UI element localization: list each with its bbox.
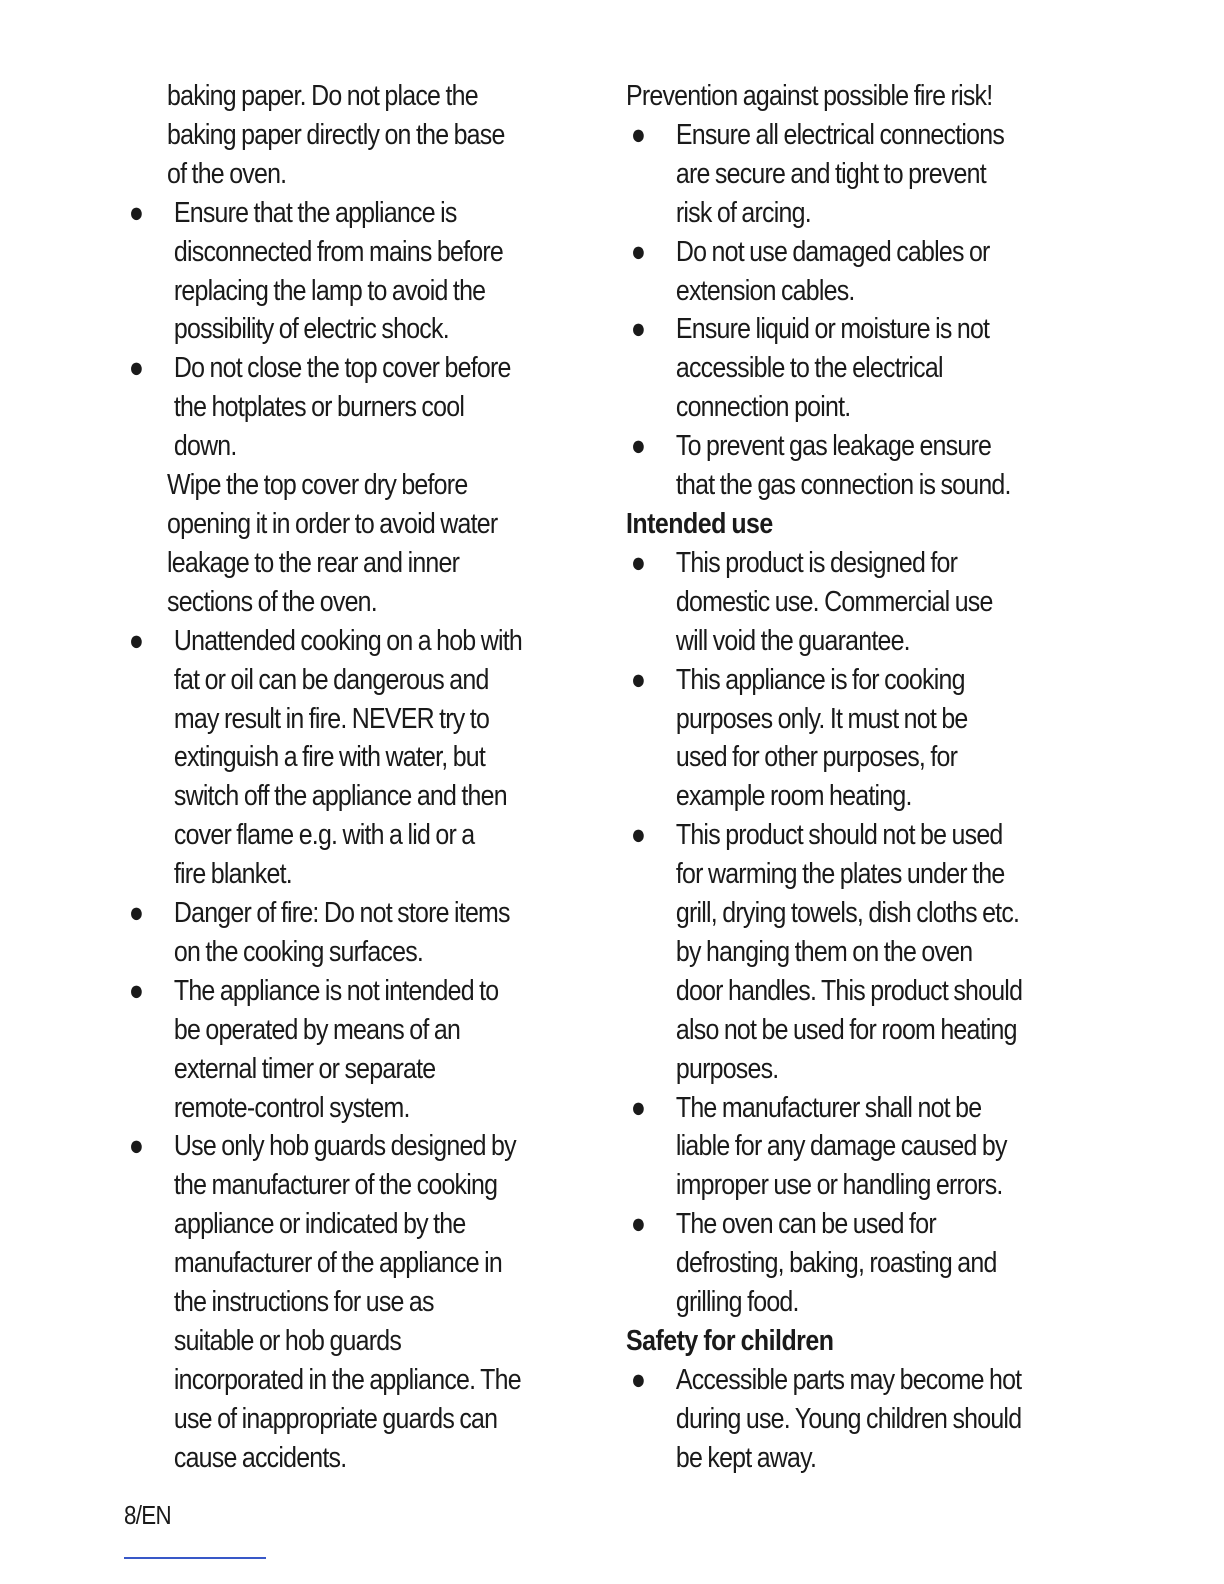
bullet-icon: ● xyxy=(128,624,144,657)
heading-safety-for-children: Safety for children xyxy=(626,1325,834,1357)
bullet-item-hob-guards xyxy=(124,1127,528,1477)
bullet-icon: ● xyxy=(630,546,646,579)
bullet-text: Do not use damaged cables or extension cables. xyxy=(675,235,990,307)
right-column xyxy=(626,77,1106,1478)
heading-intended-use: Intended use xyxy=(626,507,773,540)
bullet-item-moisture xyxy=(626,310,1039,427)
bullet-text: Use only hob guards designed by the manufacturer of the cooking appliance or indicated by the manufacturer of the appliance in the instructions for use as suitable or hob guards incorporated in the appliance. The use of inappropriate guards can cause accidents. xyxy=(173,1130,521,1474)
top-cover-note: Wipe the top cover dry before opening it in order to avoid water leakage to the rear and inner sections of the oven. xyxy=(167,469,498,618)
bullet-text: Ensure all electrical connections are secure and tight to prevent risk of arcing. xyxy=(675,118,1005,229)
bullet-icon: ● xyxy=(630,1208,646,1241)
bullet-item-external-timer xyxy=(124,972,528,1128)
bullet-icon: ● xyxy=(630,235,646,268)
bullet-text: The appliance is not intended to be operated by means of an external timer or separate remote-control system. xyxy=(173,974,499,1124)
bullet-item-top-cover xyxy=(124,349,528,466)
bullet-text: Ensure that the appliance is disconnected from mains before replacing the lamp to avoid the possibility of electric shock. xyxy=(173,196,503,346)
bullet-text: The manufacturer shall not be liable for any damage caused by improper use or handling errors. xyxy=(675,1091,1007,1202)
bullet-icon: ● xyxy=(128,974,144,1007)
bullet-text: Do not close the top cover before the hotplates or burners cool down. xyxy=(173,352,511,463)
bullet-item-electrical-connections xyxy=(626,116,1039,233)
bullet-icon: ● xyxy=(630,118,646,151)
bullet-icon: ● xyxy=(630,1363,646,1396)
continuation-text: baking paper. Do not place the baking paper directly on the base of the oven. xyxy=(167,80,505,190)
bullet-text: To prevent gas leakage ensure that the gas connection is sound. xyxy=(675,430,1011,502)
page-number: 8/EN xyxy=(124,1500,171,1530)
bullet-item-unattended-cooking xyxy=(124,622,528,894)
bullet-icon: ● xyxy=(128,897,144,930)
bullet-text: This product is designed for domestic use. Commercial use will void the guarantee. xyxy=(675,546,993,657)
left-column xyxy=(124,77,594,1478)
bullet-icon: ● xyxy=(630,1091,646,1124)
bullet-icon: ● xyxy=(128,1130,144,1163)
bullet-icon: ● xyxy=(630,430,646,463)
bullet-text: Ensure liquid or moisture is not accessible to the electrical connection point. xyxy=(675,313,990,424)
bullet-item-lamp xyxy=(124,194,528,350)
bullet-item-manufacturer-liability xyxy=(626,1089,1039,1206)
bullet-text: This product should not be used for warming the plates under the grill, drying towels, dish cloths etc. by hanging them on the oven door handles. This product should also not be used for room heating purposes. xyxy=(675,819,1023,1085)
bullet-item-damaged-cables xyxy=(626,233,1039,311)
bullet-icon: ● xyxy=(630,663,646,696)
bullet-icon: ● xyxy=(630,819,646,852)
bullet-icon: ● xyxy=(630,313,646,346)
bullet-item-no-warming xyxy=(626,816,1039,1088)
bullet-item-danger-of-fire xyxy=(124,894,528,972)
bullet-icon: ● xyxy=(128,352,144,385)
bullet-icon: ● xyxy=(128,196,144,229)
bullet-item-domestic-use xyxy=(626,544,1039,661)
bullet-item-oven-uses xyxy=(626,1205,1039,1322)
bullet-text: The oven can be used for defrosting, baking, roasting and grilling food. xyxy=(675,1208,997,1319)
bullet-text: Unattended cooking on a hob with fat or oil can be dangerous and may result in fire. NEVER try to extinguish a fire with water, but switch off the appliance and then cover flame e.g. with a lid or a fire blanket. xyxy=(173,624,522,891)
bullet-text: Danger of fire: Do not store items on the cooking surfaces. xyxy=(173,897,510,968)
bullet-item-cooking-only xyxy=(626,661,1039,817)
footer-rule xyxy=(124,1557,266,1559)
bullet-item-accessible-parts xyxy=(626,1361,1039,1478)
bullet-item-gas-leakage xyxy=(626,427,1039,505)
bullet-text: Accessible parts may become hot during use. Young children should be kept away. xyxy=(675,1363,1022,1474)
bullet-text: This appliance is for cooking purposes only. It must not be used for other purposes, for example room heating. xyxy=(675,663,968,813)
fire-risk-intro: Prevention against possible fire risk! xyxy=(626,80,993,112)
